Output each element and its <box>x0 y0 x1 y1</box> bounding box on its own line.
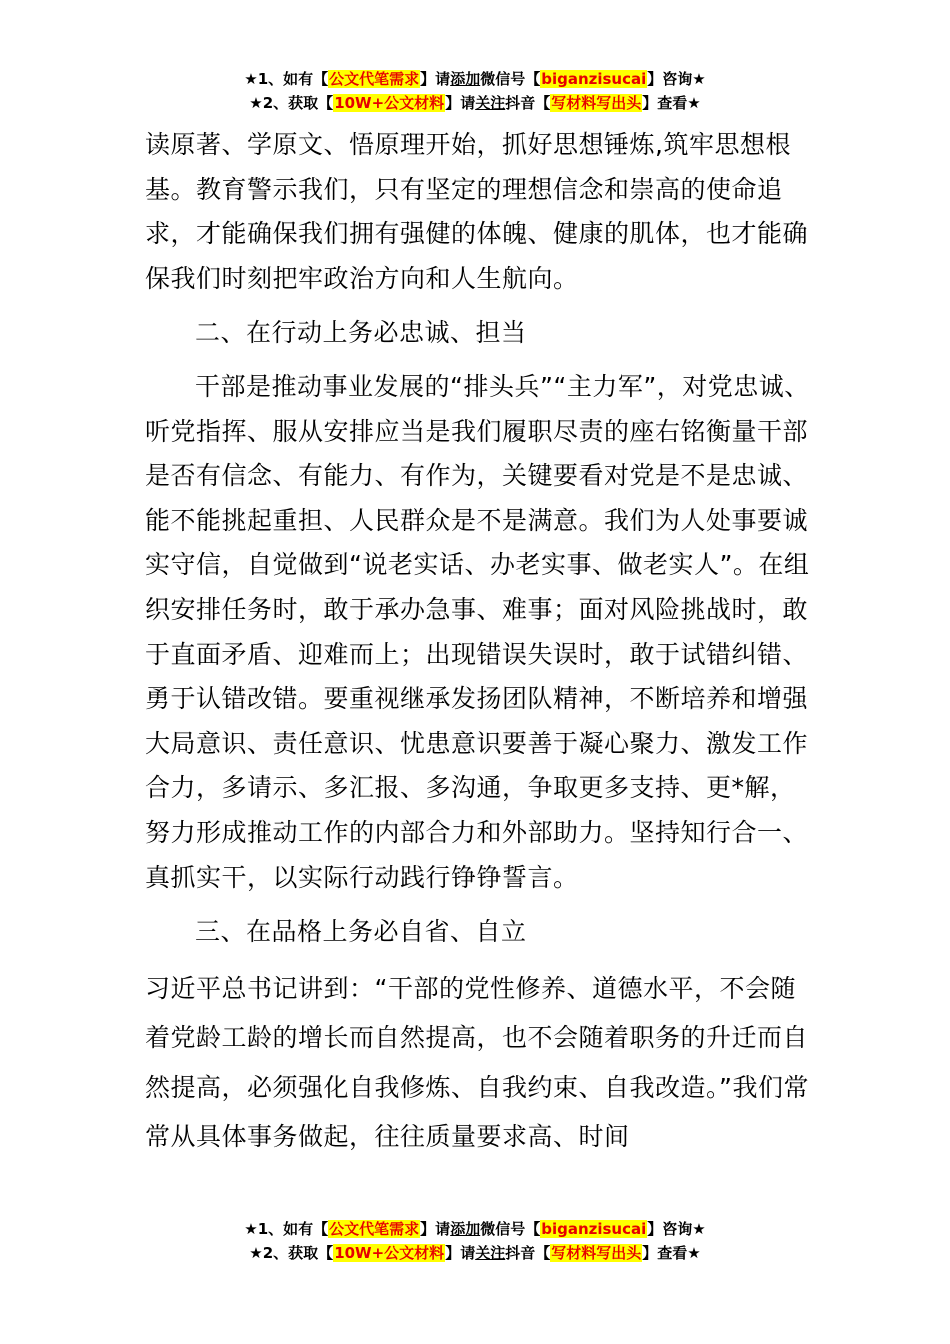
promo-line-1 <box>0 1217 950 1241</box>
paragraph-3: 习近平总书记讲到：“干部的党性修养、道德水平，不会随着党龄工龄的增长而自然提高，也不会随着职务的升迁而自然提高，必须强化自我修炼、自我约束、自我改造。”我们常常从具体事务做起，往往质量要求高、时间 <box>145 973 809 1152</box>
promo-highlight: 10W+公文材料 <box>334 94 445 112</box>
promo-text: 】请 <box>445 94 476 112</box>
paragraph-2: 干部是推动事业发展的“排头兵”“主力军”，对党忠诚、听党指挥、服从安排应当是我们履职尽责的座右铭衡量干部是否有信念、有能力、有作为，关键要看对党是不是忠诚、能不能挑起重担、人民群众是不是满意。我们为人处事要诚实守信，自觉做到“说老实话、办老实事、做老实人”。在组织安排任务时，敢于承办急事、难事；面对风险挑战时，敢于直面矛盾、迎难而上；出现错误失误时，敢于试错纠错、勇于认错改错。要重视继承发扬团队精神，不断培养和增强大局意识、责任意识、忧患意识要善于凝心聚力、激发工作合力，多请示、多汇报、多沟通，争取更多支持、更*解，努力形成推动工作的内部合力和外部助力。坚持知行合一、真抓实干，以实际行动践行铮铮誓言。 <box>145 371 810 892</box>
document-body <box>145 123 810 1162</box>
promo-text: 】请 <box>420 1220 451 1238</box>
promo-text: 微信号【 <box>480 1220 541 1238</box>
promo-highlight: 公文代笔需求 <box>329 70 420 88</box>
promo-text: ★2、获取【 <box>249 1244 334 1262</box>
promo-line-2 <box>0 1241 950 1265</box>
promo-line-1 <box>0 67 950 91</box>
promo-text: 微信号【 <box>480 70 541 88</box>
promo-line-2 <box>0 91 950 115</box>
promo-underline: 关注 <box>475 94 506 112</box>
promo-text: ★2、获取【 <box>249 94 334 112</box>
promo-text: ★1、如有【 <box>244 1220 329 1238</box>
promo-text: 】查看★ <box>642 1244 701 1262</box>
promo-text: ★1、如有【 <box>244 70 329 88</box>
promo-text: 】咨询★ <box>647 70 706 88</box>
promo-banner-bottom <box>0 1217 950 1265</box>
promo-text: 抖音【 <box>505 94 551 112</box>
promo-highlight: 写材料写出头 <box>551 94 642 112</box>
promo-banner-top <box>0 67 950 115</box>
paragraph-1: 读原著、学原文、悟原理开始，抓好思想锤炼,筑牢思想根基。教育警示我们，只有坚定的理想信念和崇高的使命追求，才能确保我们拥有强健的体魄、健康的肌体，也才能确保我们时刻把牢政治方向和人生航向。 <box>145 130 809 293</box>
promo-highlight: 写材料写出头 <box>551 1244 642 1262</box>
promo-highlight: biganzisucai <box>541 70 647 88</box>
promo-underline: 添加 <box>450 70 481 88</box>
section-heading-3: 三、在品格上务必自省、自立 <box>195 917 527 947</box>
promo-highlight: biganzisucai <box>541 1220 647 1238</box>
promo-underline: 关注 <box>475 1244 506 1262</box>
promo-text: 抖音【 <box>505 1244 551 1262</box>
promo-text: 】请 <box>420 70 451 88</box>
section-heading-2: 二、在行动上务必忠诚、担当 <box>195 318 527 348</box>
promo-text: 】咨询★ <box>647 1220 706 1238</box>
promo-text: 】查看★ <box>642 94 701 112</box>
promo-highlight: 10W+公文材料 <box>334 1244 445 1262</box>
promo-text: 】请 <box>445 1244 476 1262</box>
promo-underline: 添加 <box>450 1220 481 1238</box>
promo-highlight: 公文代笔需求 <box>329 1220 420 1238</box>
